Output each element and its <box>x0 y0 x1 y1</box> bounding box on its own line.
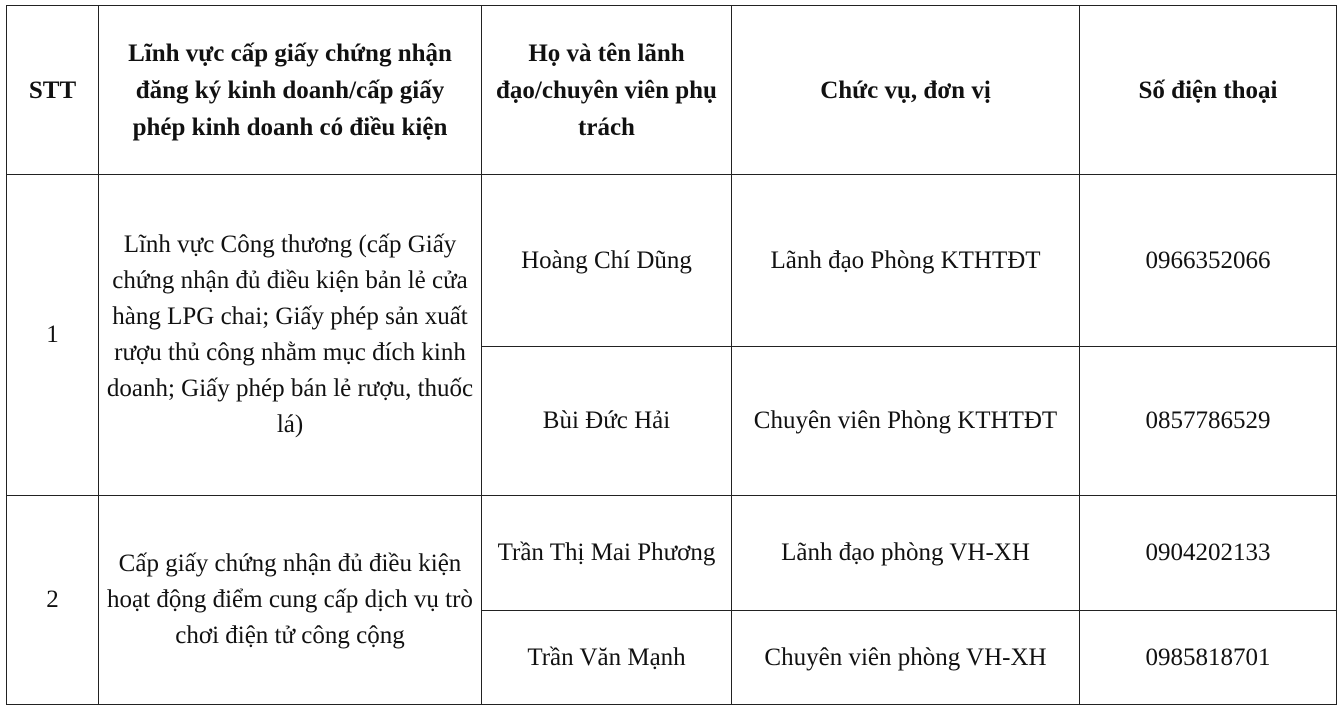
phone-cell: 0985818701 <box>1080 611 1337 705</box>
name-cell: Trần Văn Mạnh <box>482 611 732 705</box>
phone-cell: 0857786529 <box>1080 347 1337 496</box>
table-row <box>7 496 1337 611</box>
table-row <box>7 175 1337 347</box>
header-stt: STT <box>7 6 99 175</box>
table-header-row <box>7 6 1337 175</box>
stt-cell: 1 <box>7 175 99 496</box>
phone-cell: 0966352066 <box>1080 175 1337 347</box>
position-cell: Lãnh đạo phòng VH-XH <box>732 496 1080 611</box>
header-name <box>482 6 732 175</box>
position-cell: Chuyên viên phòng VH-XH <box>732 611 1080 705</box>
name-cell: Bùi Đức Hải <box>482 347 732 496</box>
position-cell: Chuyên viên Phòng KTHTĐT <box>732 347 1080 496</box>
position-cell: Lãnh đạo Phòng KTHTĐT <box>732 175 1080 347</box>
header-position: Chức vụ, đơn vị <box>732 6 1080 175</box>
name-cell <box>482 496 732 611</box>
name-cell-label: Trần Thị Mai Phương <box>497 539 716 566</box>
name-cell: Hoàng Chí Dũng <box>482 175 732 347</box>
phone-cell: 0904202133 <box>1080 496 1337 611</box>
header-field <box>99 6 482 175</box>
field-cell: Cấp giấy chứng nhận đủ điều kiện hoạt động điểm cung cấp dịch vụ trò chơi điện tử công cộng <box>99 496 482 705</box>
contact-table <box>6 5 1337 705</box>
header-name-label: Họ và tên lãnh đạo/chuyên viên phụ trách <box>496 39 717 141</box>
stt-cell: 2 <box>7 496 99 705</box>
header-field-label: Lĩnh vực cấp giấy chứng nhận đăng ký kinh doanh/cấp giấy phép kinh doanh có điều kiện <box>128 39 452 141</box>
header-phone: Số điện thoại <box>1080 6 1337 175</box>
field-cell: Lĩnh vực Công thương (cấp Giấy chứng nhận đủ điều kiện bản lẻ cửa hàng LPG chai; Giấy phép sản xuất rượu thủ công nhằm mục đích kinh doanh; Giấy phép bán lẻ rượu, thuốc lá) <box>99 175 482 496</box>
